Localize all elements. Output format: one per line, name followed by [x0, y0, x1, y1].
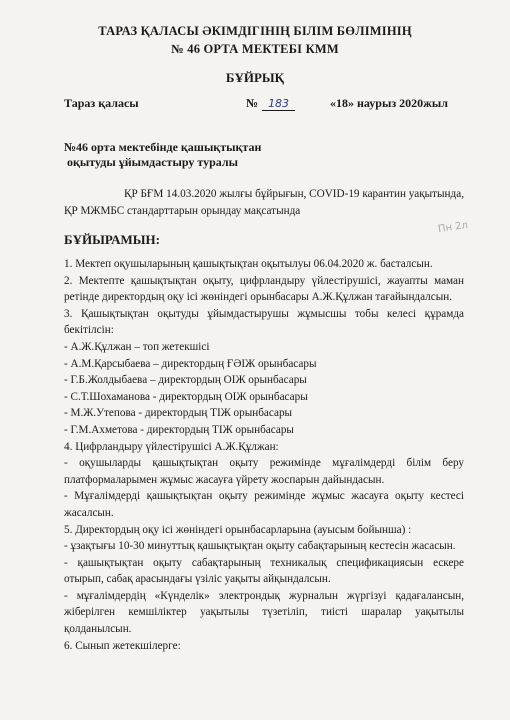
list-item: - Г.М.Ахметова - директордың ТІЖ орынбасары — [64, 423, 294, 436]
subject-line1: №46 орта мектебінде қашықтықтан — [64, 140, 262, 154]
list-item: 2. Мектепте қашықтықтан оқыту, цифрландыру үйлестірушісі, жауапты маман ретінде директордың оқу ісі жөніндегі орынбасары А.Ж.Құлжан тағайындалсын. — [64, 274, 464, 304]
list-item: - А.М.Қарсыбаева – директордың ҒӘІЖ орынбасары — [64, 357, 317, 370]
order-title: БҰЙРЫҚ — [225, 70, 285, 85]
list-item: - Мұғалімдерді қашықтықтан оқыту режимінде жұмыс жасауға оқыту кестесі жасалсын. — [64, 490, 464, 519]
order-subject — [64, 140, 261, 170]
list-item: - М.Ж.Утепова - директордың ТІЖ орынбасары — [64, 407, 293, 420]
list-item: - қашықтықтан оқыту сабақтарының техникалық спецификациясын ескере отырып, сабақ арасындағы үзіліс уақыты айқындалсын. — [64, 556, 464, 586]
org-name-line2: № 46 ОРТА МЕКТЕБІ КММ — [171, 42, 339, 56]
list-item: - С.Т.Шохаманова - директордың ОІЖ орынбасары — [64, 390, 308, 403]
list-item: - мұғалімдердің «Күнделік» электрондық журналын жүргізуі қадағалансын, жіберілген кемшіліктер уақытылы түзетіліп, тиісті шаралар уақытылы қолданылсын. — [64, 589, 464, 636]
subject-line2: оқытуды ұйымдастыру туралы — [67, 155, 238, 169]
list-item: 5. Директордың оқу ісі жөніндегі орынбасарларына (ауысым бойынша) : — [64, 523, 412, 536]
intro-paragraph: ҚР БҒМ 14.03.2020 жылғы бұйрығын, COVID-19 карантин уақытында, ҚР МЖМБС стандарттарын орындау мақсатында — [64, 188, 464, 217]
order-number — [246, 96, 295, 111]
list-item: 4. Цифрландыру үйлестірушісі А.Ж.Құлжан: — [64, 440, 279, 453]
pencil-annotation: Пн 2л — [437, 219, 469, 236]
order-number-label: № — [246, 96, 259, 110]
org-name-line1: ТАРАЗ ҚАЛАСЫ ӘКІМДІГІНІҢ БІЛІМ БӨЛІМІНІҢ — [98, 24, 412, 38]
list-item: 6. Сынып жетекшілерге: — [64, 639, 181, 652]
list-item: 3. Қашықтықтан оқытуды ұйымдастырушы жұмысшы тобы келесі құрамда бекітілсін: — [64, 307, 464, 337]
order-items — [64, 256, 464, 654]
list-item: 1. Мектеп оқушыларының қашықтықтан оқытылуы 06.04.2020 ж. басталсын. — [64, 258, 433, 270]
list-item: - А.Ж.Құлжан – топ жетекшісі — [64, 340, 210, 353]
decree-heading: БҰЙЫРАМЫН: — [64, 232, 161, 247]
list-item: - ұзақтығы 10-30 минуттық қашықтықтан оқыту сабақтарының кестесін жасасын. — [64, 540, 456, 553]
order-date: «18» наурыз 2020жыл — [330, 96, 448, 110]
order-city: Тараз қаласы — [64, 96, 139, 110]
list-item: - Г.Б.Жолдыбаева – директордың ОІЖ орынбасары — [64, 374, 307, 387]
list-item: - оқушыларды қашықтықтан оқыту режимінде мұғалімдерді білім беру платформаларымен жұмыс жасауға үйрету жоспарын дайындасын. — [64, 457, 464, 486]
order-number-value: 183 — [262, 97, 295, 111]
